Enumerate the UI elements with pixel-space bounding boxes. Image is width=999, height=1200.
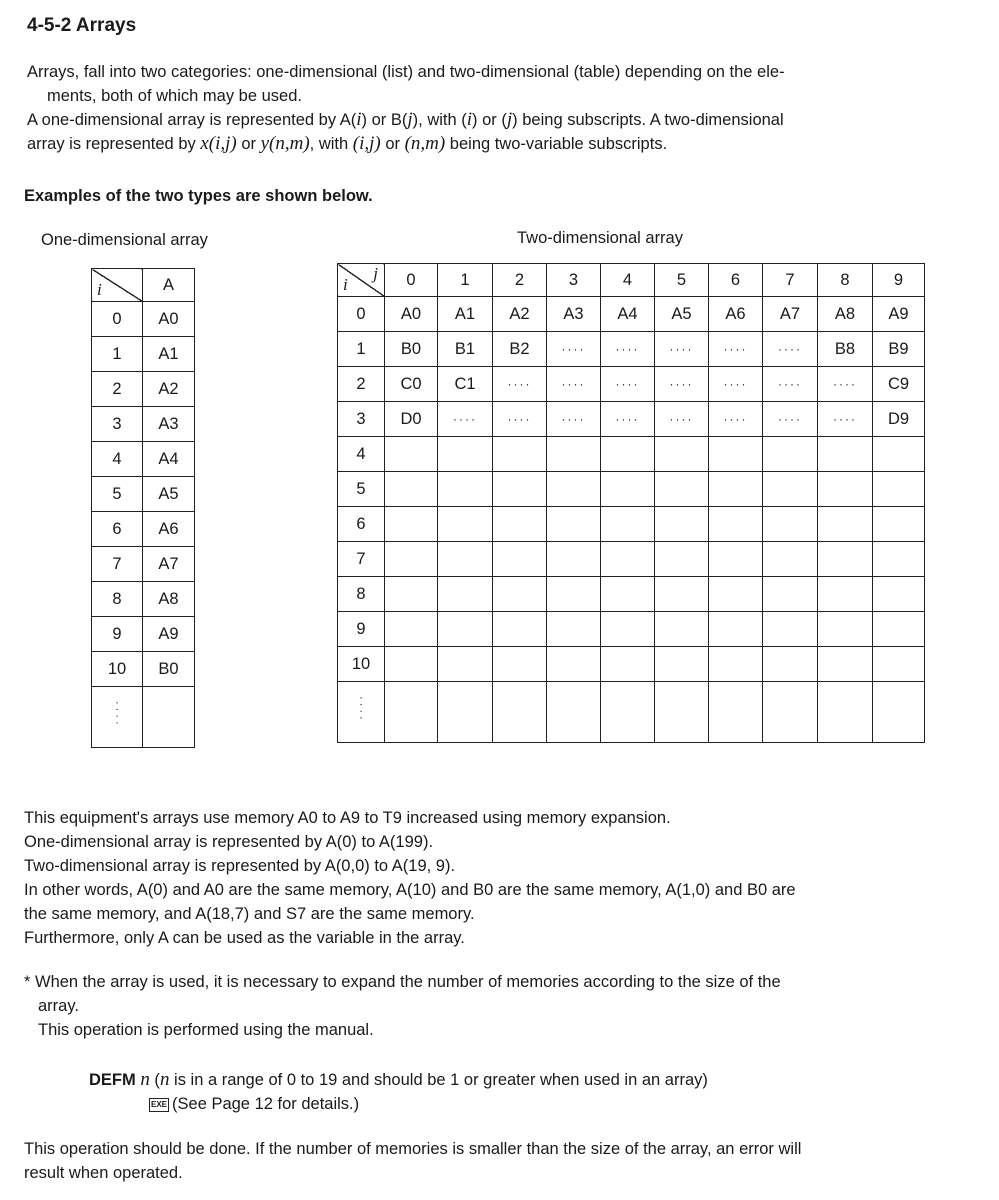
table-cell [385, 542, 438, 577]
row-index: 7 [338, 542, 385, 577]
column-header: 0 [385, 264, 438, 297]
corner-cell: i j [338, 264, 385, 297]
table-cell: D0 [385, 402, 438, 437]
table-cell: ···· [493, 367, 547, 402]
table-row [92, 547, 195, 582]
table-cell [709, 507, 763, 542]
table-row [338, 507, 925, 542]
table-cell [818, 647, 873, 682]
table-cell [655, 437, 709, 472]
table-cell [763, 647, 818, 682]
table-row [338, 472, 925, 507]
table-cell: A4 [601, 297, 655, 332]
table-cell [547, 577, 601, 612]
table-cell [493, 472, 547, 507]
table-cell [709, 682, 763, 743]
table-cell [493, 577, 547, 612]
table-cell: A3 [547, 297, 601, 332]
table-cell: ···· [709, 332, 763, 367]
note-line-1: * When the array is used, it is necessary to expand the number of memories according to the size of the [24, 973, 781, 991]
table-cell [385, 472, 438, 507]
table-cell [655, 682, 709, 743]
table-row [92, 372, 195, 407]
table-cell [709, 472, 763, 507]
examples-heading: Examples of the two types are shown below. [24, 187, 373, 205]
row-index: 2 [338, 367, 385, 402]
table-cell [493, 437, 547, 472]
table-cell [709, 647, 763, 682]
table-cell: A8 [818, 297, 873, 332]
defm-see-line: EXE (See Page 12 for details.) [151, 1095, 360, 1113]
table-cell: ···· [763, 332, 818, 367]
table-cell [438, 507, 493, 542]
table-cell [818, 682, 873, 743]
note-line-2: array. [38, 997, 79, 1015]
table-cell [438, 612, 493, 647]
table-cell [709, 437, 763, 472]
table-cell [601, 542, 655, 577]
table-cell [493, 542, 547, 577]
row-index: 0 [92, 302, 143, 337]
row-index: 10 [92, 652, 143, 687]
table-cell: A5 [655, 297, 709, 332]
row-index: 8 [92, 582, 143, 617]
one-dim-table [91, 268, 195, 748]
intro-line-4: array is represented by x(i,j) or y(n,m), with (i,j) or (n,m) being two-variable subscripts. [27, 133, 668, 154]
table-cell [655, 507, 709, 542]
table-cell [601, 437, 655, 472]
table-cell: A4 [143, 442, 195, 477]
table-cell: ···· [818, 367, 873, 402]
defm-line: DEFM n (n is in a range of 0 to 19 and should be 1 or greater when used in an array) [89, 1069, 708, 1090]
row-index: 3 [92, 407, 143, 442]
column-header: 5 [655, 264, 709, 297]
table-cell: ···· [655, 367, 709, 402]
table-cell: B1 [438, 332, 493, 367]
row-index: 9 [92, 617, 143, 652]
table-cell: A5 [143, 477, 195, 512]
table-cell: B0 [143, 652, 195, 687]
table-cell [818, 577, 873, 612]
table-row [338, 612, 925, 647]
one-dim-caption: One-dimensional array [41, 231, 208, 249]
table-cell: A7 [763, 297, 818, 332]
row-index: 0 [338, 297, 385, 332]
table-cell [818, 612, 873, 647]
table-cell [547, 542, 601, 577]
table-cell [385, 577, 438, 612]
table-cell [763, 472, 818, 507]
table-cell: A6 [143, 512, 195, 547]
table-cell: ···· [601, 367, 655, 402]
table-cell [385, 507, 438, 542]
explanation-line-4: In other words, A(0) and A0 are the same memory, A(10) and B0 are the same memory, A(1,0) and B0 are [24, 881, 796, 899]
table-cell [709, 612, 763, 647]
table-cell [438, 647, 493, 682]
table-row [92, 442, 195, 477]
table-cell [385, 612, 438, 647]
table-cell [493, 612, 547, 647]
table-cell: A2 [493, 297, 547, 332]
table-cell [547, 472, 601, 507]
table-cell [818, 542, 873, 577]
table-row-ellipsis [338, 682, 925, 743]
table-cell: A6 [709, 297, 763, 332]
table-cell: A2 [143, 372, 195, 407]
table-cell [709, 542, 763, 577]
table-row [338, 542, 925, 577]
table-cell: ···· [601, 402, 655, 437]
intro-line-2: ments, both of which may be used. [47, 87, 302, 105]
column-header: 3 [547, 264, 601, 297]
column-header: 1 [438, 264, 493, 297]
table-cell: A3 [143, 407, 195, 442]
table-cell [655, 612, 709, 647]
table-cell: C9 [873, 367, 925, 402]
table-cell [601, 577, 655, 612]
table-cell [655, 472, 709, 507]
two-dim-caption: Two-dimensional array [517, 229, 683, 247]
table-cell: A7 [143, 547, 195, 582]
table-cell [763, 577, 818, 612]
table-row [338, 647, 925, 682]
column-header: 6 [709, 264, 763, 297]
intro-paragraph [27, 60, 987, 156]
table-cell: A1 [438, 297, 493, 332]
table-cell [438, 472, 493, 507]
ellipsis-cell: ···· [92, 687, 143, 748]
explanation-line-1: This equipment's arrays use memory A0 to A9 to T9 increased using memory expansion. [24, 809, 671, 827]
table-row [92, 302, 195, 337]
table-cell [385, 437, 438, 472]
table-cell [438, 682, 493, 743]
column-header: 7 [763, 264, 818, 297]
final-line-1: This operation should be done. If the number of memories is smaller than the size of the array, an error will [24, 1140, 802, 1158]
row-index: 2 [92, 372, 143, 407]
table-row [92, 582, 195, 617]
table-cell [601, 472, 655, 507]
final-paragraph [24, 1137, 994, 1185]
explanation-paragraph [24, 806, 994, 950]
table-cell: B0 [385, 332, 438, 367]
table-cell [547, 507, 601, 542]
defm-command [89, 1068, 708, 1116]
row-index: 5 [92, 477, 143, 512]
table-cell [601, 682, 655, 743]
table-cell [493, 647, 547, 682]
intro-line-3: A one-dimensional array is represented by A(i) or B(j), with (i) or (j) being subscripts. A two-dimensional [27, 109, 784, 130]
table-cell: ···· [655, 332, 709, 367]
row-index: 9 [338, 612, 385, 647]
table-cell [438, 437, 493, 472]
row-index: 7 [92, 547, 143, 582]
table-cell: ···· [709, 367, 763, 402]
explanation-line-2: One-dimensional array is represented by A(0) to A(199). [24, 833, 434, 851]
table-cell: C1 [438, 367, 493, 402]
table-cell [873, 437, 925, 472]
table-row [92, 617, 195, 652]
table-row [92, 337, 195, 372]
table-cell [818, 437, 873, 472]
table-cell [873, 542, 925, 577]
table-row-ellipsis [92, 687, 195, 748]
table-cell: ···· [547, 367, 601, 402]
table-cell [709, 577, 763, 612]
table-cell: B2 [493, 332, 547, 367]
table-cell [385, 682, 438, 743]
table-row [92, 512, 195, 547]
table-cell: ···· [601, 332, 655, 367]
table-cell [655, 577, 709, 612]
table-cell [873, 507, 925, 542]
table-cell: A9 [143, 617, 195, 652]
table-cell [655, 647, 709, 682]
table-cell [493, 682, 547, 743]
table-cell [143, 687, 195, 748]
table-cell [493, 507, 547, 542]
table-cell [655, 542, 709, 577]
table-row [92, 652, 195, 687]
table-cell [763, 542, 818, 577]
column-header: 8 [818, 264, 873, 297]
table-cell: B9 [873, 332, 925, 367]
memory-note [24, 970, 994, 1042]
explanation-line-6: Furthermore, only A can be used as the variable in the array. [24, 929, 465, 947]
defm-keyword: DEFM [89, 1071, 136, 1089]
row-index: 4 [92, 442, 143, 477]
row-index: 6 [338, 507, 385, 542]
table-cell: ···· [493, 402, 547, 437]
table-cell: A0 [143, 302, 195, 337]
table-cell [438, 542, 493, 577]
table-cell [873, 612, 925, 647]
table-cell [873, 577, 925, 612]
section-heading: 4-5-2 Arrays [27, 15, 137, 36]
table-header-row [92, 269, 195, 302]
row-index: 4 [338, 437, 385, 472]
table-row [92, 477, 195, 512]
table-cell [601, 507, 655, 542]
table-cell: ···· [763, 402, 818, 437]
table-cell: A8 [143, 582, 195, 617]
table-cell [818, 472, 873, 507]
table-cell [763, 437, 818, 472]
table-cell [438, 577, 493, 612]
table-cell: C0 [385, 367, 438, 402]
table-row [338, 332, 925, 367]
table-row [338, 297, 925, 332]
table-cell: ···· [709, 402, 763, 437]
row-index: 1 [92, 337, 143, 372]
table-cell [763, 612, 818, 647]
column-header: A [143, 269, 195, 302]
table-cell [547, 647, 601, 682]
table-cell [547, 437, 601, 472]
table-cell: ···· [547, 332, 601, 367]
table-cell [547, 612, 601, 647]
table-cell: D9 [873, 402, 925, 437]
table-row [338, 577, 925, 612]
table-row [338, 367, 925, 402]
table-cell [873, 647, 925, 682]
table-cell: ···· [438, 402, 493, 437]
table-cell [873, 682, 925, 743]
row-index: 6 [92, 512, 143, 547]
row-index: 5 [338, 472, 385, 507]
row-index: 3 [338, 402, 385, 437]
row-index: 8 [338, 577, 385, 612]
table-cell: ···· [547, 402, 601, 437]
intro-line-1: Arrays, fall into two categories: one-dimensional (list) and two-dimensional (table) depending on the ele- [27, 63, 785, 81]
table-cell [818, 507, 873, 542]
table-cell: ···· [655, 402, 709, 437]
table-cell: A0 [385, 297, 438, 332]
column-header: 2 [493, 264, 547, 297]
table-row [338, 437, 925, 472]
table-row [338, 402, 925, 437]
table-cell: B8 [818, 332, 873, 367]
table-cell [873, 472, 925, 507]
ellipsis-cell: ···· [338, 682, 385, 743]
column-header: 9 [873, 264, 925, 297]
final-line-2: result when operated. [24, 1164, 183, 1182]
table-cell [547, 682, 601, 743]
column-header: 4 [601, 264, 655, 297]
explanation-line-3: Two-dimensional array is represented by A(0,0) to A(19, 9). [24, 857, 456, 875]
table-cell [763, 682, 818, 743]
table-cell [601, 612, 655, 647]
explanation-line-5: the same memory, and A(18,7) and S7 are the same memory. [24, 905, 475, 923]
table-cell: ···· [818, 402, 873, 437]
table-row [92, 407, 195, 442]
table-header-row [338, 264, 925, 297]
corner-cell: i [92, 269, 143, 302]
table-cell [385, 647, 438, 682]
table-cell: A1 [143, 337, 195, 372]
row-index: 1 [338, 332, 385, 367]
table-cell [763, 507, 818, 542]
note-line-3: This operation is performed using the manual. [38, 1021, 374, 1039]
two-dim-table [337, 263, 925, 743]
table-cell: A9 [873, 297, 925, 332]
table-cell: ···· [763, 367, 818, 402]
row-index: 10 [338, 647, 385, 682]
table-cell [601, 647, 655, 682]
exe-key-icon: EXE [149, 1098, 169, 1112]
